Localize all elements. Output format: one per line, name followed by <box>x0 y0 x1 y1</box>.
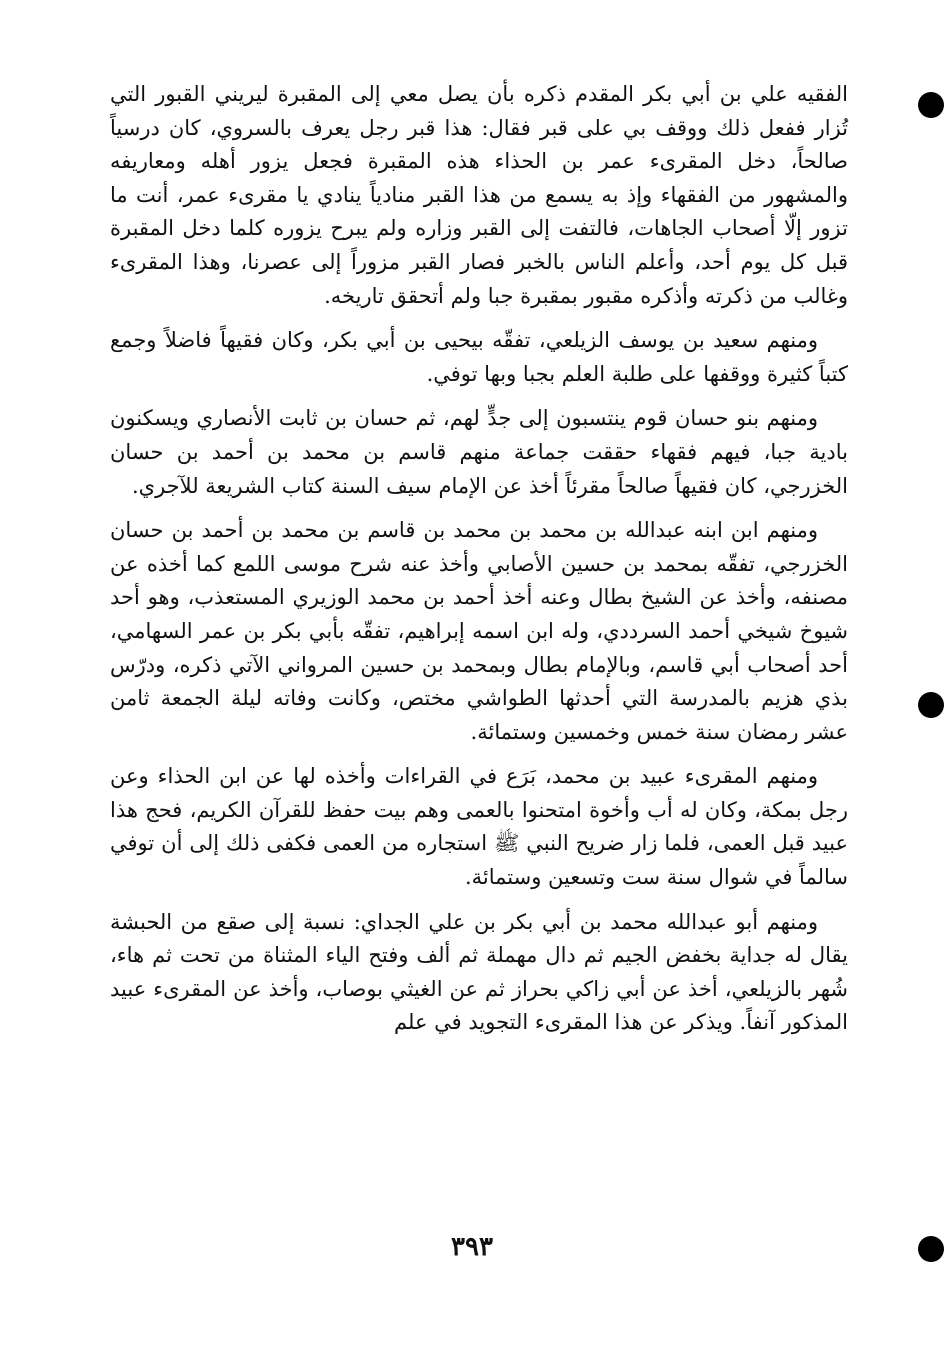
paragraph-4: ومنهم ابن ابنه عبدالله بن محمد بن محمد بن قاسم بن محمد بن أحمد بن حسان الخزرجي، تفقّه بمحمد بن حسين الأصابي وأخذ عنه شرح موسى اللمع كما أخذه عن مصنفه، وأخذ عن الشيخ بطال وعنه أخذ أحمد بن محمد الوزيري المستعذب، وهو أحد شيوخ شيخي أحمد السرددي، وله ابن اسمه إبراهيم، تفقّه بأبي بكر بن عمر السهامي، أحد أصحاب أبي قاسم، وبالإمام بطال وبمحمد بن حسين المرواني الآتي ذكره، ودرّس بذي هزيم بالمدرسة التي أحدثها الطواشي مختص، وكانت وفاته ليلة الجمعة ثامن عشر رمضان سنة خمس وخمسين وستمائة. <box>110 518 848 744</box>
paragraph-3: ومنهم بنو حسان قوم ينتسبون إلى جدٍّ لهم، ثم حسان بن ثابت الأنصاري ويسكنون بادية جبا، فيهم فقهاء حققت جماعة منهم قاسم بن محمد بن أحمد بن حسان الخزرجي، كان فقيهاً صالحاً مقرئاً أخذ عن الإمام سيف السنة كتاب الشريعة للآجري. <box>110 406 848 498</box>
paragraph-5: ومنهم المقرىء عبيد بن محمد، بَرَع في القراءات وأخذه لها عن ابن الحذاء وعن رجل بمكة، وكان له أب وأخوة امتحنوا بالعمى وهم بيت حفظ للقرآن الكريم، فحج هذا عبيد قبل العمى، فلما زار ضريح النبي ﷺ استجاره من العمى فكفى ذلك إلى أن توفي سالماً في شوال سنة ست وتسعين وستمائة. <box>110 764 848 890</box>
binder-hole-middle <box>918 692 944 718</box>
paragraph-2: ومنهم سعيد بن يوسف الزيلعي، تفقّه بيحيى بن أبي بكر، وكان فقيهاً فاضلاً وجمع كتباً كثيرة ووقفها على طلبة العلم بجبا وبها توفي. <box>110 328 848 386</box>
paragraph-6: ومنهم أبو عبدالله محمد بن أبي بكر بن علي الجداي: نسبة إلى صقع من الحبشة يقال له جداية بخفض الجيم ثم دال مهملة ثم ألف وفتح الياء المثناة من تحت ثم هاء، شُهر بالزيلعي، أخذ عن أبي زاكي بحراز ثم عن الغيثي بوصاب، وأخذ عن المقرىء عبيد المذكور آنفاً. ويذكر عن هذا المقرىء التجويد في علم <box>110 909 848 1035</box>
paragraph-1: الفقيه علي بن أبي بكر المقدم ذكره بأن يصل معي إلى المقبرة ليريني القبور التي تُزار ففعل ذلك ووقف بي على قبر فقال: هذا قبر رجل يعرف بالسروي، كان درسياً صالحاً، دخل المقرىء عمر بن الحذاء هذه المقبرة فجعل يزور أهله ومعاريفه والمشهور من الفقهاء وإذ به يسمع من هذا القبر منادياً ينادي يا مقرىء عمر، أنت ما تزور إلّا أصحاب الجاهات، فالتفت إلى القبر وزاره ولم يبرح يزوره كلما دخل المقبرة قبل كل يوم أحد، وأعلم الناس بالخبر فصار القبر مزوراً إلى عصرنا، وهذا المقرىء وغالب من ذكرته وأذكره مقبور بمقبرة جبا ولم أتحقق تاريخه. <box>110 82 848 308</box>
page-number: ٣٩٣ <box>451 1232 493 1262</box>
binder-hole-top <box>918 92 944 118</box>
page-body <box>110 78 848 1051</box>
